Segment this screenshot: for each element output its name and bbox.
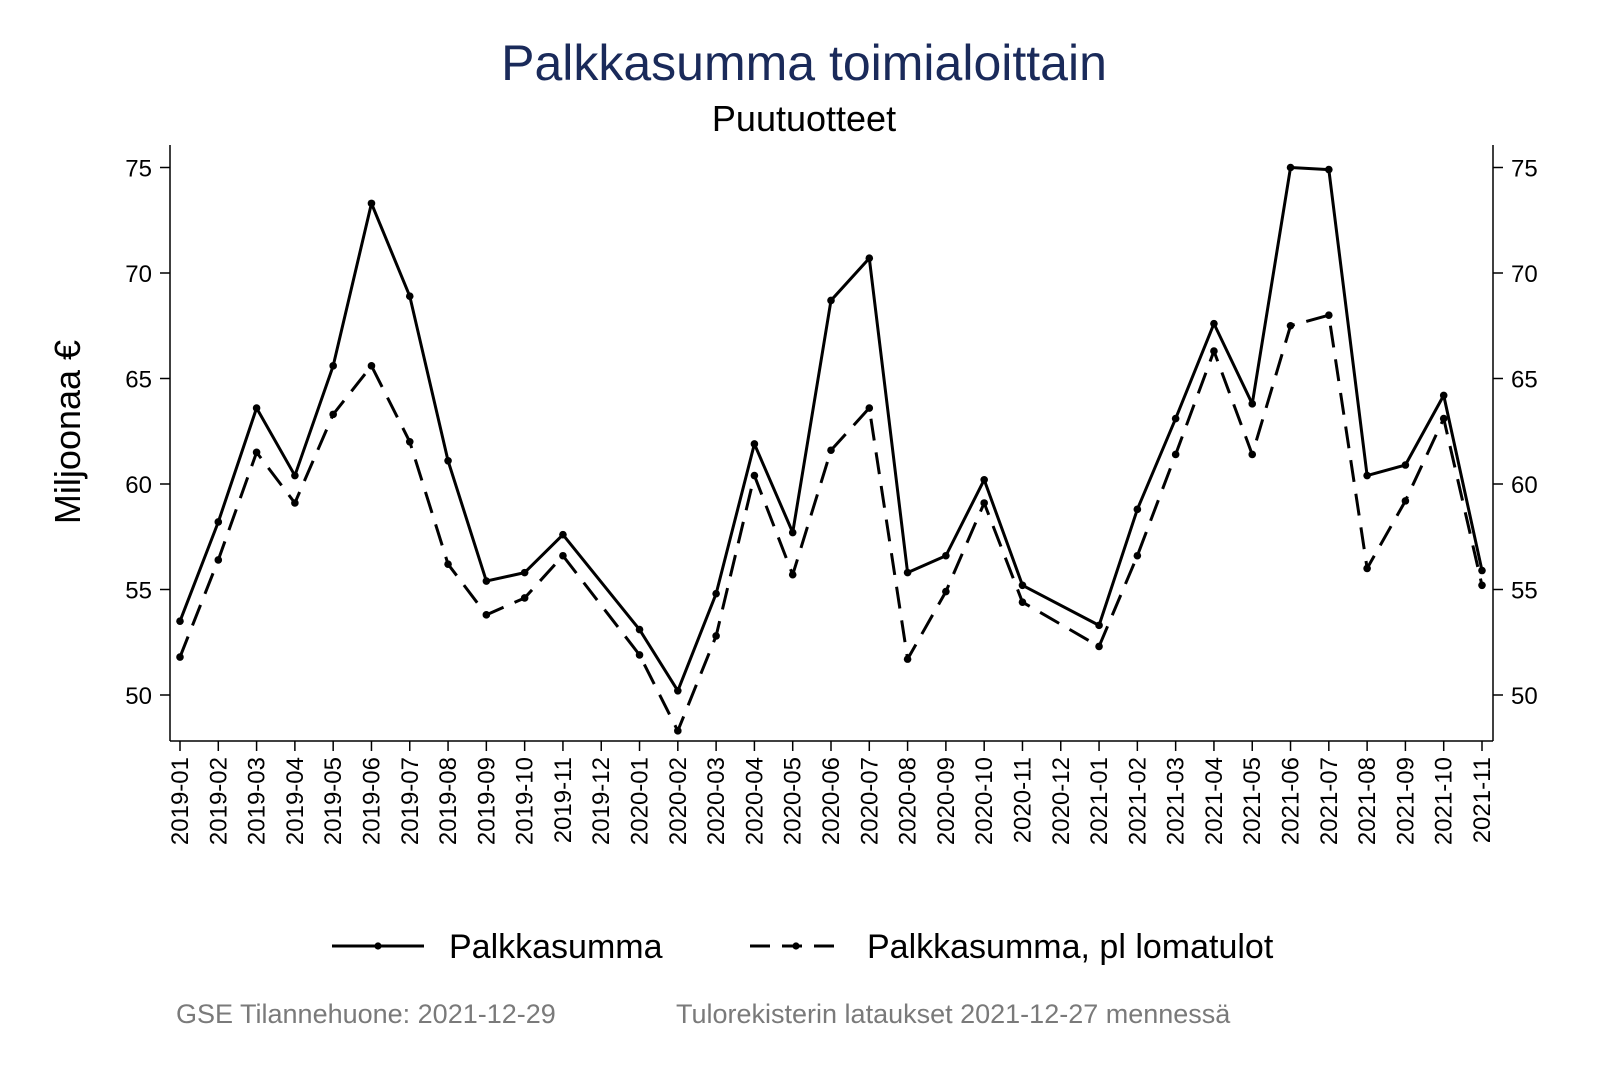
y-ticks-left <box>125 156 170 711</box>
series-0-point <box>329 362 337 370</box>
series-1-point <box>1248 451 1256 459</box>
x-tick-label: 2021-02 <box>1124 757 1152 846</box>
x-tick-label: 2021-09 <box>1392 757 1420 846</box>
y-tick-label-right: 70 <box>1511 261 1538 288</box>
x-tick-label: 2020-04 <box>741 757 769 846</box>
series-0-point <box>1172 415 1180 423</box>
series-1-point <box>521 594 529 602</box>
series-0-point <box>214 518 222 526</box>
legend-label-pl-lomatulot: Palkkasumma, pl lomatulot <box>867 928 1274 966</box>
series-0-point <box>1248 400 1256 408</box>
x-tick-label: 2021-01 <box>1086 757 1114 846</box>
series-0-point <box>942 552 950 560</box>
series-0-point <box>980 476 988 484</box>
y-tick-label-left: 65 <box>125 366 152 394</box>
series-1-point <box>751 472 759 480</box>
x-tick-label: 2019-02 <box>205 757 233 846</box>
y-tick-label-right: 55 <box>1511 577 1538 605</box>
y-tick-label-right: 50 <box>1511 683 1538 710</box>
series-0-point <box>1134 506 1142 514</box>
series-1-point <box>1287 322 1295 330</box>
series-0-point <box>1325 166 1333 174</box>
x-tick-label: 2020-01 <box>626 757 654 846</box>
series-0-point <box>751 440 759 448</box>
series-0-point <box>176 617 184 625</box>
series-0-point <box>406 292 414 300</box>
series-1-point <box>1478 581 1486 589</box>
y-tick-label-left: 75 <box>125 155 152 183</box>
series-1-point <box>827 446 835 454</box>
x-tick-label: 2020-11 <box>1009 757 1037 844</box>
x-tick-label: 2019-08 <box>435 757 463 846</box>
x-tick-label: 2021-08 <box>1354 757 1382 846</box>
series-layer <box>176 164 1486 735</box>
x-tick-label: 2021-03 <box>1162 757 1190 846</box>
x-tick-label: 2020-03 <box>703 757 731 846</box>
series-1-point <box>1363 565 1371 573</box>
x-tick-label: 2021-10 <box>1430 757 1458 846</box>
series-1-point <box>1019 598 1027 606</box>
source-note-right: Tulorekisterin lataukset 2021-12-27 mennessä <box>676 999 1231 1029</box>
series-1-point <box>1440 415 1448 423</box>
x-tick-label: 2019-06 <box>358 757 386 846</box>
series-0-point <box>904 569 912 577</box>
y-tick-label-left: 60 <box>125 472 152 499</box>
legend-marker-pl-lomatulot <box>792 942 799 949</box>
x-tick-label: 2020-09 <box>932 757 960 846</box>
y-tick-label-right: 60 <box>1511 472 1538 499</box>
x-tick-label: 2021-06 <box>1277 757 1305 846</box>
series-1-point <box>329 411 337 419</box>
series-0-point <box>483 577 491 585</box>
x-tick-label: 2019-05 <box>320 757 348 846</box>
series-1-point <box>483 611 491 619</box>
x-tick-label: 2019-04 <box>281 757 309 846</box>
series-0-point <box>712 590 720 598</box>
series-0-point <box>444 457 452 465</box>
legend-marker-palkkasumma <box>374 942 381 949</box>
series-1-point <box>865 404 873 412</box>
series-1-point <box>1325 311 1333 319</box>
x-tick-label: 2020-07 <box>856 757 884 846</box>
x-ticks <box>167 741 1496 845</box>
series-0-point <box>521 569 529 577</box>
series-1-point <box>176 653 184 661</box>
series-1-point <box>444 560 452 568</box>
series-1-point <box>789 571 797 579</box>
series-1-point <box>1095 643 1103 651</box>
source-note-left: GSE Tilannehuone: 2021-12-29 <box>176 999 556 1029</box>
y-axis-label: Miljoonaa € <box>47 339 88 525</box>
series-1-point <box>904 655 912 663</box>
series-0-point <box>291 472 299 480</box>
y-tick-label-right: 75 <box>1511 155 1538 183</box>
series-0-point <box>1440 392 1448 400</box>
series-0-point <box>253 404 261 412</box>
x-tick-label: 2020-10 <box>971 757 999 846</box>
series-1-point <box>980 499 988 507</box>
legend-label-palkkasumma: Palkkasumma <box>449 928 663 966</box>
series-1-point <box>291 499 299 507</box>
series-1-point <box>1172 451 1180 459</box>
y-ticks-right <box>1493 156 1538 711</box>
series-0-point <box>865 254 873 262</box>
x-tick-label: 2021-04 <box>1200 757 1228 846</box>
series-0-point <box>1287 164 1295 172</box>
series-1-point <box>253 449 261 457</box>
series-0-point <box>1019 581 1027 589</box>
series-1-point <box>559 552 567 560</box>
x-tick-label: 2020-02 <box>664 757 692 846</box>
x-tick-label: 2021-05 <box>1239 757 1267 846</box>
series-1-point <box>1210 347 1218 355</box>
x-tick-label: 2021-07 <box>1315 757 1343 846</box>
chart-title: Palkkasumma toimialoittain <box>501 35 1107 91</box>
series-0-point <box>674 687 682 695</box>
y-tick-label-left: 55 <box>125 577 152 605</box>
series-1-point <box>406 438 414 446</box>
x-tick-label: 2020-08 <box>894 757 922 846</box>
y-tick-label-left: 50 <box>125 683 152 710</box>
series-0-point <box>1095 622 1103 630</box>
legend <box>332 928 1274 966</box>
series-1-point <box>368 362 376 370</box>
series-line-1 <box>180 315 1482 731</box>
x-tick-label: 2019-09 <box>473 757 501 846</box>
series-1-point <box>1134 552 1142 560</box>
series-0-point <box>559 531 567 539</box>
x-tick-label: 2019-11 <box>549 757 577 844</box>
x-tick-label: 2019-07 <box>396 757 424 846</box>
x-tick-label: 2020-12 <box>1047 757 1075 846</box>
x-tick-label: 2019-10 <box>511 757 539 846</box>
y-tick-label-right: 65 <box>1511 366 1538 394</box>
series-1-point <box>636 651 644 659</box>
series-0-point <box>827 297 835 305</box>
series-0-point <box>636 626 644 634</box>
series-1-point <box>942 588 950 596</box>
x-tick-label: 2019-03 <box>243 757 271 846</box>
chart-subtitle: Puutuotteet <box>711 98 897 139</box>
series-0-point <box>1210 320 1218 328</box>
series-1-point <box>214 556 222 564</box>
series-line-0 <box>180 168 1482 691</box>
series-0-point <box>1363 472 1371 480</box>
series-1-point <box>1402 497 1410 505</box>
series-0-point <box>1478 567 1486 575</box>
series-1-point <box>674 727 682 735</box>
x-tick-label: 2019-01 <box>167 757 194 846</box>
x-tick-label: 2020-05 <box>779 757 807 846</box>
y-tick-label-left: 70 <box>125 261 152 288</box>
series-1-point <box>712 632 720 640</box>
series-0-point <box>1402 461 1410 469</box>
x-tick-label: 2019-12 <box>588 757 616 846</box>
series-0-point <box>368 200 376 208</box>
x-tick-label: 2020-06 <box>818 757 845 846</box>
series-0-point <box>789 529 797 537</box>
x-tick-label: 2021-11 <box>1469 757 1496 844</box>
